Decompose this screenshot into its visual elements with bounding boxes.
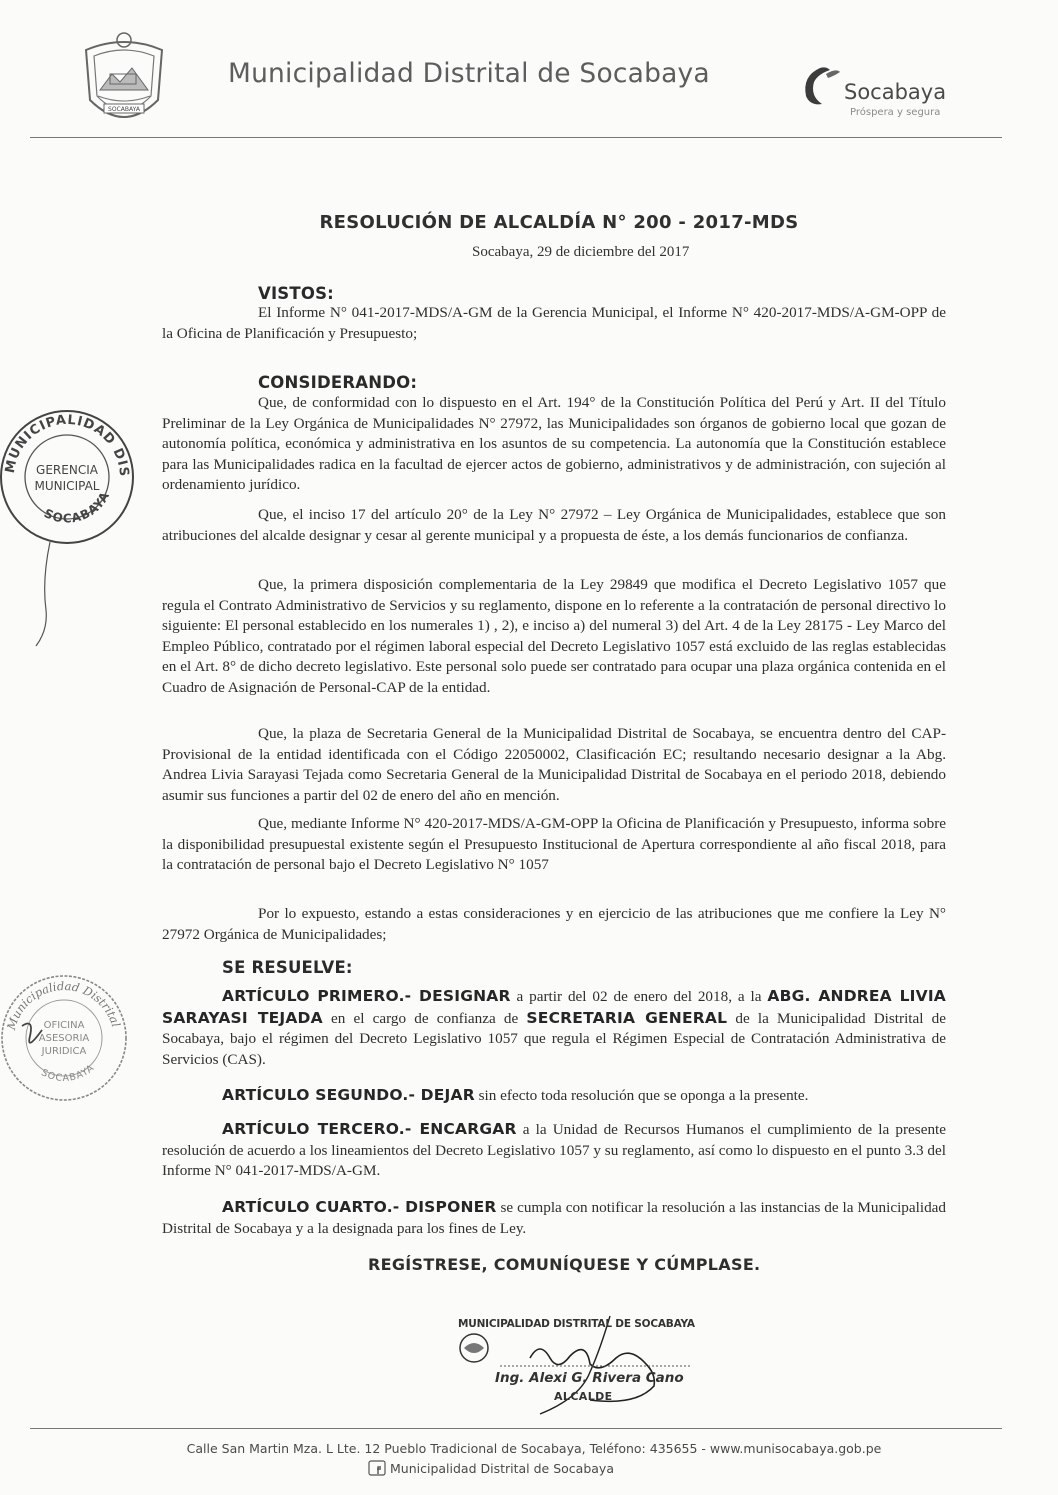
article-segundo — [162, 1085, 946, 1107]
article-cuarto-lead: ARTÍCULO CUARTO.- DISPONER — [222, 1198, 497, 1216]
considerando-paragraph: Que, mediante Informe N° 420-2017-MDS/A-GM-OPP la Oficina de Planificación y Presupuesto, informa sobre la disponibilidad presupuestal existente según el Presupuesto Institucional de Apertura correspondiente al año fiscal 2018, para la contratación de personal bajo el Decreto Legislativo N° 1057 — [162, 815, 946, 873]
article-tercero-lead: ARTÍCULO TERCERO.- ENCARGAR — [222, 1120, 517, 1138]
considerando-paragraph: Que, el inciso 17 del artículo 20° de la Ley N° 27972 – Ley Orgánica de Municipalidades, establece que son atribuciones del alcalde designar y cesar al gerente municipal y a propuesta de éste, a los demás funcionarios de confianza. — [162, 506, 946, 544]
article-primero-lead: ARTÍCULO PRIMERO.- DESIGNAR — [222, 987, 511, 1005]
article-cuarto-text: se cumpla con notificar la resolución a las instancias de la Municipalidad Distrital de Socabaya y a la designada para los fines de Ley. — [162, 1199, 947, 1237]
letterhead-title: Municipalidad Distrital de Socabaya — [228, 58, 710, 89]
gerencia-center-line1: GERENCIA — [36, 463, 98, 477]
vistos-text: El Informe N° 041-2017-MDS/A-GM de la Gerencia Municipal, el Informe N° 420-2017-MDS/A-GM-OPP de la Oficina de Planificación y Presupuesto; — [162, 304, 946, 342]
brand-logo — [800, 62, 980, 122]
resuelve-heading: SE RESUELVE: — [222, 958, 353, 977]
document-title: RESOLUCIÓN DE ALCALDÍA N° 200 - 2017-MDS — [319, 212, 799, 233]
brand-tagline: Próspera y segura — [850, 107, 941, 118]
crest-label: SOCABAYA — [108, 106, 140, 113]
considerando-heading: CONSIDERANDO: — [258, 373, 418, 392]
asesoria-ring-top: Municipalidad Distrital — [4, 978, 124, 1032]
considerando-paragraph: Que, de conformidad con lo dispuesto en el Art. 194° de la Constitución Política del Perú y Art. II del Título Preliminar de la Ley Orgánica de Municipalidades N° 27972, las Municipalidades son órganos de gobierno local que gozan de autonomía política, económica y administrativa en los asuntos de su competencia. La autonomía que la Constitución establece para las Municipalidades radica en la facultad de ejercer actos de gobierno, administrativos y de administración, con sujeción al ordenamiento jurídico. — [162, 394, 946, 493]
gerencia-municipal-stamp — [0, 402, 142, 552]
asesoria-center-line1: OFICINA — [43, 1020, 85, 1031]
article-primero-text: a partir del 02 de enero del 2018, a la — [510, 988, 768, 1005]
signatory-role: ALCALDE — [554, 1390, 613, 1403]
facebook-icon — [368, 1460, 386, 1476]
gerencia-ring-bottom: SOCABAYA — [41, 488, 113, 526]
footer-municipality-name: Municipalidad Distrital de Socabaya — [390, 1461, 614, 1476]
designated-post: SECRETARIA GENERAL — [526, 1008, 728, 1027]
footer-address-wrap — [0, 1441, 1058, 1456]
article-tercero — [162, 1119, 946, 1182]
gerencia-center-line2: MUNICIPAL — [34, 479, 100, 493]
article-primero-text: en el cargo de confianza de — [322, 1009, 527, 1027]
article-segundo-text: sin efecto toda resolución que se oponga a la presente. — [474, 1087, 809, 1104]
article-tercero-text: a la Unidad de Recursos Humanos el cumplimiento de la presente resolución de acuerdo a los lineamientos del Decreto Legislativo 1057 y su reglamento, así como lo dispuesto en el punto 3.3 del Informe N° 041-2017-MDS/A-GM. — [162, 1121, 946, 1179]
article-segundo-lead: ARTÍCULO SEGUNDO.- DEJAR — [222, 1086, 475, 1104]
considerando-paragraph: Por lo expuesto, estando a estas consideraciones y en ejercicio de las atribuciones que me confiere la Ley N° 27972 Orgánica de Municipalidades; — [162, 905, 946, 943]
considerando-paragraph: Que, la plaza de Secretaria General de la Municipalidad Distrital de Socabaya, se encuentra dentro del CAP-Provisional de la entidad identificada con el Código 22050002, Clasificación EC; resultando necesario designar a la Abg. Andrea Livia Sarayasi Tejada como Secretaria General de la Municipalidad Distrital de Socabaya en el periodo 2018, debiendo asumir sus funciones a partir del 02 de enero del año en mención. — [162, 725, 946, 804]
footer-divider — [30, 1428, 1002, 1429]
document-title-wrap — [0, 212, 1058, 233]
article-primero — [162, 986, 946, 1070]
svg-text:SOCABAYA — [42, 489, 113, 526]
designee-name: ABG. ANDREA LIVIA SARAYASI TEJADA — [162, 987, 946, 1027]
signature-block — [440, 1310, 760, 1420]
vistos-heading: VISTOS: — [258, 284, 334, 303]
brand-leaf-icon — [800, 62, 842, 108]
footer-address: Calle San Martin Mza. L Lte. 12 Pueblo Tradicional de Socabaya, Teléfono: 435655 - www.munisocabaya.gob.pe — [186, 1441, 882, 1456]
article-cuarto — [162, 1197, 946, 1239]
considerando-paragraph: Que, la primera disposición complementaria de la Ley 29849 que modifica el Decreto Legislativo 1057 que regula el Contrato Administrativo de Servicios y su reglamento, dispone en lo referente a la contratación de personal directivo lo siguiente: El personal establecido en los numerales 1) , 2), e inciso a) del numeral 3) del Art. 4 de la Ley 28175 - Ley Marco del Empleo Público, contratado por el régimen laboral especial del Decreto Legislativo 1057 está excluido de las reglas establecidas en el Art. 8° de dicho decreto legislativo. Este personal solo puede ser contratado para ocupar una plaza orgánica contenida en el Cuadro de Asignación de Personal-CAP de la entidad. — [162, 576, 946, 696]
municipal-crest-icon — [78, 30, 170, 134]
closing-formula: REGÍSTRESE, COMUNÍQUESE Y CÚMPLASE. — [368, 1255, 761, 1274]
letterhead — [0, 0, 1058, 150]
document-date: Socabaya, 29 de diciembre del 2017 — [472, 244, 690, 260]
article-primero-text: de la Municipalidad Distrital de Socabaya, bajo el régimen del Decreto Legislativo 1057 que regula el Régimen Especial de Contratación Administrativa de Servicios (CAS). — [162, 1009, 946, 1068]
svg-text:SOCABAYA — [39, 1062, 97, 1084]
initials-mark — [28, 540, 58, 650]
brand-name: Socabaya — [844, 80, 947, 104]
asesoria-juridica-stamp — [0, 968, 134, 1108]
signature-municipality: MUNICIPALIDAD DISTRITAL DE SOCABAYA — [458, 1318, 695, 1330]
signatory-name: Ing. Alexi G. Rivera Cano — [495, 1370, 684, 1386]
gerencia-ring-top: MUNICIPALIDAD DIS — [2, 412, 132, 478]
asesoria-center-line3: JURIDICA — [41, 1046, 87, 1057]
header-divider — [30, 137, 1002, 138]
asesoria-ring-bottom: SOCABAYA — [39, 1062, 97, 1085]
asesoria-center-line2: ASESORIA — [38, 1033, 90, 1044]
